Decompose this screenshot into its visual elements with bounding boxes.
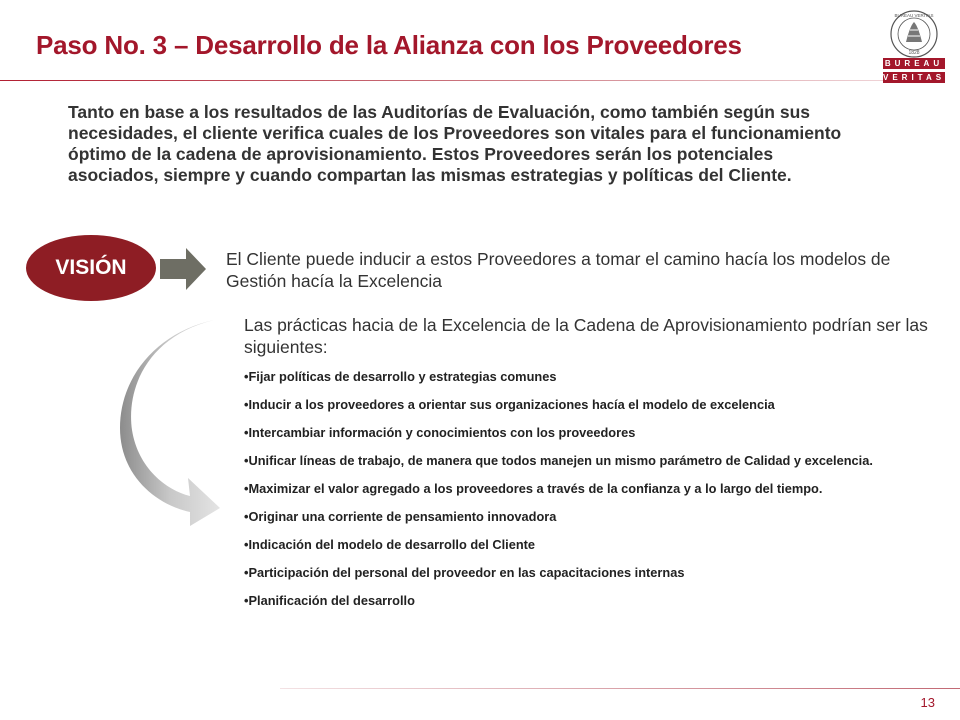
logo-ring-text: BUREAU VERITAS	[894, 13, 934, 18]
list-item: •Intercambiar información y conocimientos con los proveedores	[244, 425, 636, 440]
vision-label: VISIÓN	[55, 256, 127, 279]
title-divider	[0, 80, 900, 81]
vision-badge	[26, 235, 156, 301]
logo-word-veritas: VERITAS	[883, 73, 946, 82]
list-item: •Unificar líneas de trabajo, de manera que todos manejen un mismo parámetro de Calidad y excelencia.	[244, 453, 873, 468]
right-arrow-icon	[160, 248, 206, 290]
logo-year: 1828	[908, 50, 920, 56]
list-item: •Originar una corriente de pensamiento innovadora	[244, 509, 557, 524]
slide-title: Paso No. 3 – Desarrollo de la Alianza con los Proveedores	[36, 30, 742, 60]
curved-arrow-icon	[118, 318, 222, 528]
list-item: •Maximizar el valor agregado a los proveedores a través de la confianza y a lo largo del tiempo.	[244, 481, 823, 496]
intro-paragraph: Tanto en base a los resultados de las Auditorías de Evaluación, como también según sus necesidades, el cliente verifica cuales de los Proveedores son vitales para el funcionamiento óptimo de la cadena de aprovisionamiento. Estos Proveedores serán los potenciales asociados, siempre y cuando compartan las mismas estrategias y políticas del Cliente.	[68, 102, 842, 185]
practices-intro: Las prácticas hacia de la Excelencia de la Cadena de Aprovisionamiento podrían ser las siguientes:	[244, 315, 928, 357]
practices-list	[244, 370, 944, 622]
page-number: 13	[920, 695, 935, 710]
footer-divider	[280, 688, 960, 689]
logo-word-bureau: BUREAU	[884, 59, 944, 68]
vision-text: El Cliente puede inducir a estos Proveedores a tomar el camino hacía los modelos de Gestión hacía la Excelencia	[226, 249, 891, 291]
list-item: •Inducir a los proveedores a orientar sus organizaciones hacía el modelo de excelencia	[244, 397, 775, 412]
list-item: •Fijar políticas de desarrollo y estrategias comunes	[244, 369, 557, 384]
list-item: •Planificación del desarrollo	[244, 593, 415, 608]
list-item: •Indicación del modelo de desarrollo del Cliente	[244, 537, 536, 552]
list-item: •Participación del personal del proveedor en las capacitaciones internas	[244, 565, 685, 580]
